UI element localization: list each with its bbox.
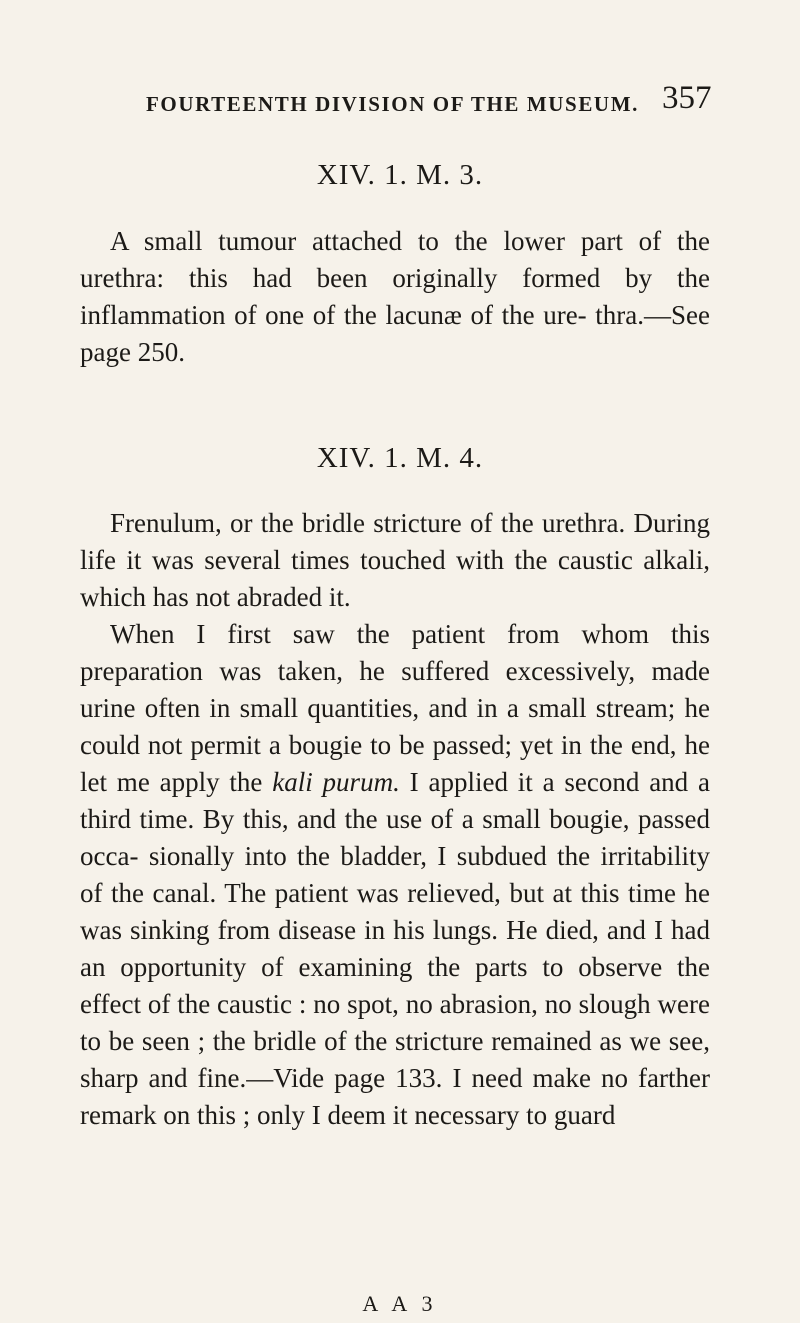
case-history-paragraph (80, 616, 710, 1134)
specimen-heading-xiv-1-m-4: XIV. 1. M. 4. (316, 442, 484, 474)
case-history-text-after: I applied it a second and a third time. By this, and the use of a small bougie, passed occa- sionally into the bladder, I subdued the irritability of the canal. The patient was relieved, but at this time he was sinking from disease in his lungs. He died, and I had an opportunity of examining the parts to observe the effect of the caustic : no spot, no abrasion, no slough were to be seen ; the bridle of the stricture remained as we see, sharp and fine.—Vide page 133. I need make no farther remark on this ; only I deem it necessary to guard (80, 767, 710, 1130)
case-history-text-before: When I first saw the patient from whom this preparation was taken, he suffered excessively, made urine often in small quantities, and in a small stream; he could not permit a bougie to be passed; yet in the end, he let me apply the (80, 619, 710, 797)
specimen-description-m-4: Frenulum, or the bridle stricture of the urethra. During life it was several times touched with the caustic alkali, which has not abraded it. (80, 508, 710, 612)
signature-mark: A A 3 (362, 1291, 438, 1316)
running-head (0, 78, 800, 118)
case-history-italic-term: kali purum. (272, 767, 400, 797)
specimen-heading-xiv-1-m-3: XIV. 1. M. 3. (316, 159, 484, 191)
running-title: FOURTEENTH DIVISION OF THE MUSEUM. (146, 92, 639, 116)
specimen-description-m-3: A small tumour attached to the lower part of the urethra: this had been originally formed by the inflammation of one of the lacunæ of the ure- thra.—See page 250. (80, 226, 710, 367)
page-number: 357 (662, 80, 712, 116)
